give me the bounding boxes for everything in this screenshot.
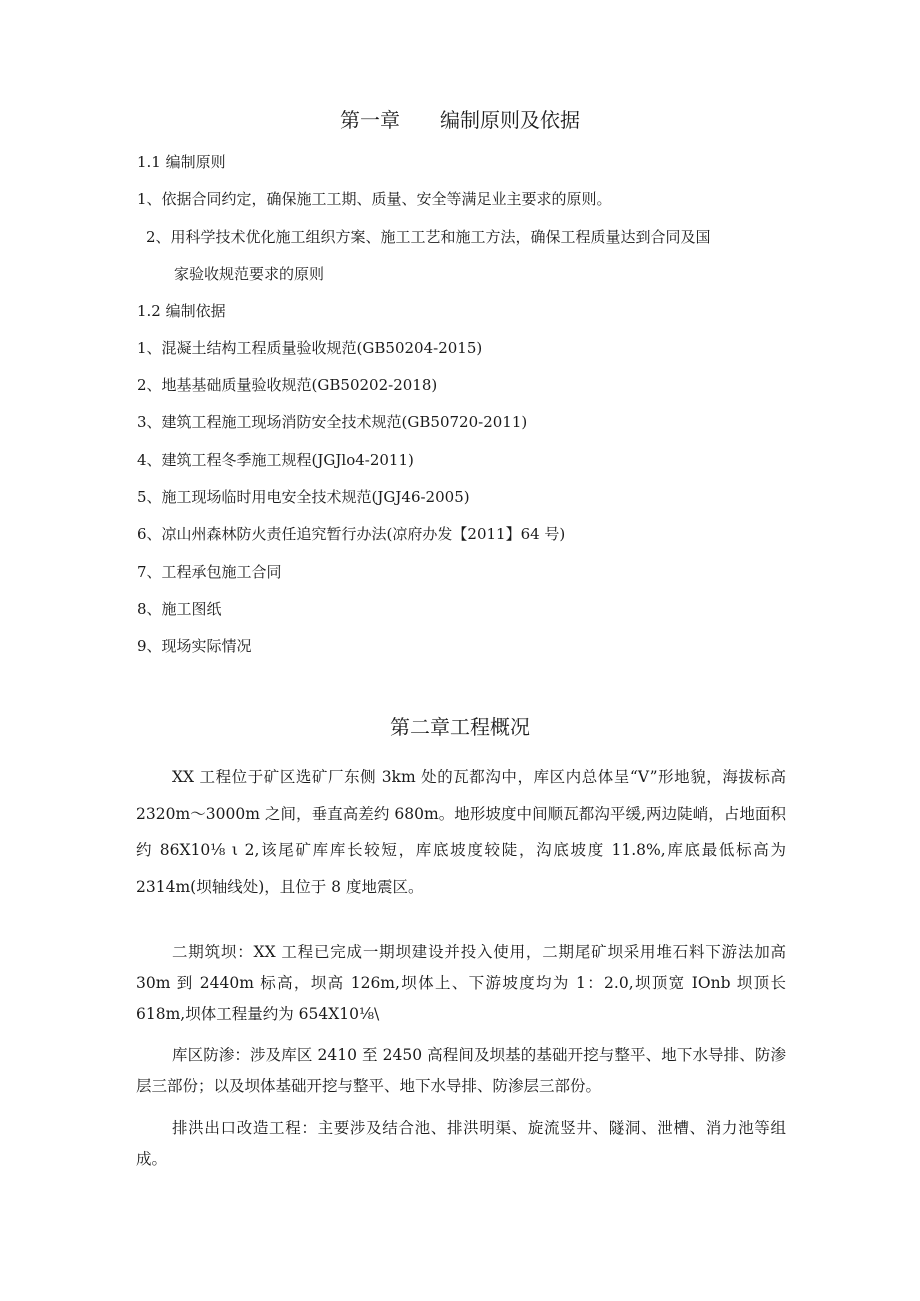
flood-discharge-paragraph: 排洪出口改造工程：主要涉及结合池、排洪明渠、旋流竖井、隧洞、泄槽、消力池等组成。 — [136, 1119, 786, 1168]
chapter-2-title: 第二章工程概况 — [390, 715, 530, 739]
overview-paragraph: XX 工程位于矿区选矿厂东侧 3km 处的瓦都沟中，库区内总体呈“V”形地貌，海拔标高 2320m～3000m 之间，垂直高差约 680m。地形坡度中间顺瓦都沟平缓,两边陡峭，占地面积约 86X10⅛ ι 2,该尾矿库库长较短，库底坡度较陡，沟底坡度 11.8%,库底最低标高为 2314m(坝轴线处)，且位于 8 度地震区。 — [136, 768, 786, 896]
dam-paragraph: 二期筑坝：XX 工程已完成一期坝建设并投入使用，二期尾矿坝采用堆石料下游法加高 30m 到 2440m 标高，坝高 126m,坝体上、下游坡度均为 1：2.0,坝顶宽 IOnb 坝顶长 618m,坝体工程量约为 654X10⅛\ — [136, 943, 786, 1023]
principle-item: 2、用科学技术优化施工组织方案、施工工艺和施工方法，确保工程质量达到合同及国 — [146, 228, 711, 246]
basis-item: 4、建筑工程冬季施工规程(JGJlo4-2011) — [137, 451, 414, 469]
basis-item: 2、地基基础质量验收规范(GB50202-2018) — [137, 376, 438, 394]
basis-item: 5、施工现场临时用电安全技术规范(JGJ46-2005) — [137, 488, 470, 506]
basis-item: 7、工程承包施工合同 — [137, 563, 282, 581]
section-1-1-heading: 1.1 编制原则 — [137, 153, 226, 171]
basis-item: 9、现场实际情况 — [137, 637, 252, 655]
basis-item: 6、凉山州森林防火责任追究暂行办法(凉府办发【2011】64 号) — [137, 525, 566, 543]
principle-item-continuation: 家验收规范要求的原则 — [174, 265, 325, 283]
basis-item: 3、建筑工程施工现场消防安全技术规范(GB50720-2011) — [137, 413, 528, 431]
section-1-2-heading: 1.2 编制依据 — [137, 302, 226, 320]
chapter-1-title: 第一章 编制原则及依据 — [340, 108, 580, 132]
seepage-paragraph: 库区防渗：涉及库区 2410 至 2450 高程间及坝基的基础开挖与整平、地下水导排、防渗层三部份；以及坝体基础开挖与整平、地下水导排、防渗层三部份。 — [136, 1046, 786, 1095]
basis-item: 1、混凝土结构工程质量验收规范(GB50204-2015) — [137, 339, 483, 357]
basis-item: 8、施工图纸 — [137, 600, 222, 618]
principle-item: 1、依据合同约定，确保施工工期、质量、安全等满足业主要求的原则。 — [137, 190, 612, 208]
